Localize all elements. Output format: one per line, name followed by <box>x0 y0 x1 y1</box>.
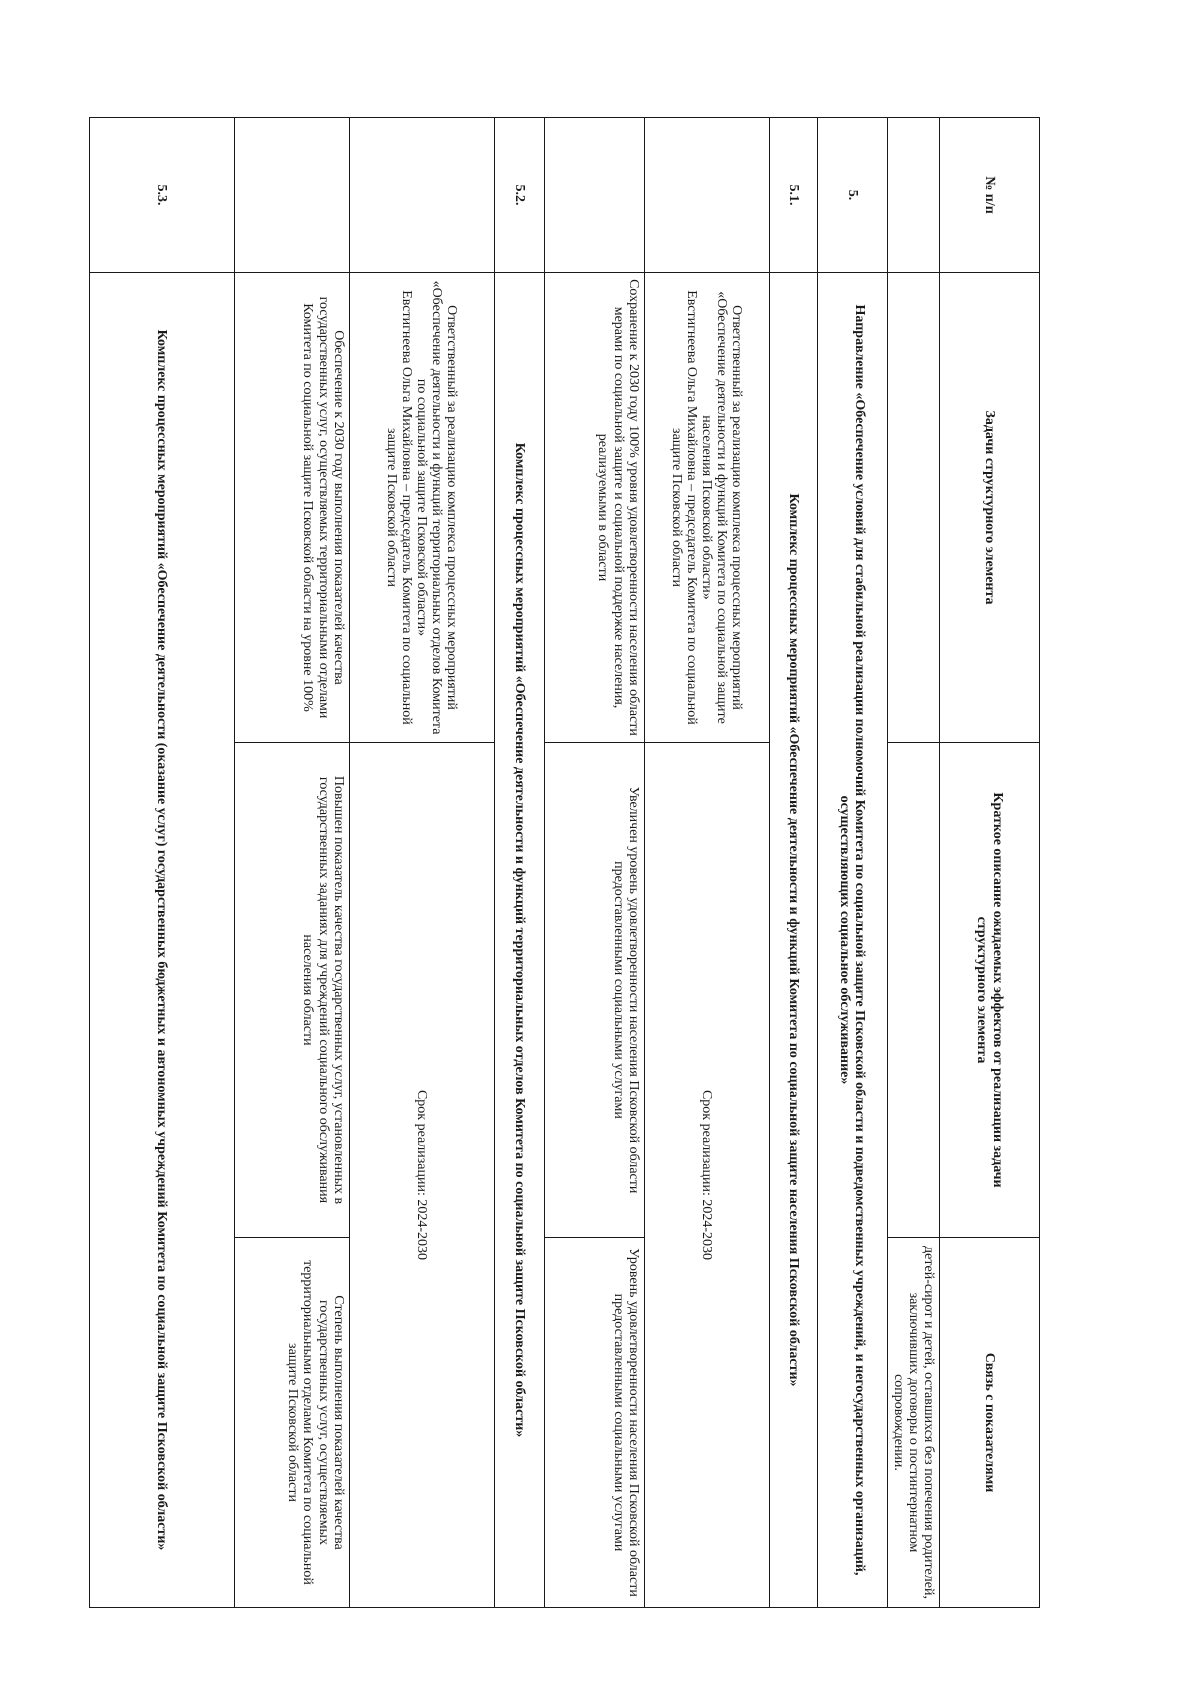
section51-title: Комплекс процессных мероприятий «Обеспечение деятельности и функций Комитета по социальной защите населения Псковской области» <box>769 273 817 1608</box>
section52-responsible-num <box>349 118 494 273</box>
section52-task-row <box>234 118 349 1608</box>
section51-head: Евстигнеева Ольга Михайловна – председатель Комитета по социальной защите Псковской области <box>669 290 700 725</box>
section52-responsible-cell <box>349 273 494 743</box>
section53-num: 5.3. <box>89 118 234 273</box>
header-row <box>940 118 1040 1608</box>
structural-element-table <box>89 117 1040 1608</box>
section52-indicator: Степень выполнения показателей качества государственных услуг, осуществляемых территориальными отделами Комитета по социальной защите Псковской области <box>234 1238 349 1608</box>
section51-effect: Увеличен уровень удовлетворенности населения Псковской области предоставленными социальными услугами <box>544 743 644 1238</box>
section51-num: 5.1. <box>769 118 817 273</box>
section51-responsible-cell <box>644 273 769 743</box>
section52-effect: Повышен показатель качества государственных услуг, установленных в государственных заданиях для учреждений социального обслуживания населения области <box>234 743 349 1238</box>
section51-responsible: Ответственный за реализацию комплекса процессных мероприятий «Обеспечение деятельности и функций Комитета по социальной защите населения Псковской области» <box>699 291 745 724</box>
section51-row <box>769 118 817 1608</box>
continuation-indicator: детей-сирот и детей, оставшихся без попечения родителей, заключивших договоры о постинтернатном сопровождении. <box>887 1238 939 1608</box>
continuation-task <box>887 273 939 743</box>
section51-indicator: Уровень удовлетворенности населения Псковской области предоставленными социальными услугами <box>544 1238 644 1608</box>
section52-task: Обеспечение к 2030 году выполнения показателей качества государственных услуг, осуществляемых территориальными отделами Комитета по социальной защите Псковской области на уровне 100% <box>234 273 349 743</box>
section51-task-row <box>544 118 644 1608</box>
section51-task-num <box>544 118 644 273</box>
section5-num: 5. <box>817 118 887 273</box>
section52-row <box>494 118 544 1608</box>
header-num: № п/п <box>940 118 1040 273</box>
header-tasks: Задачи структурного элемента <box>940 273 1040 743</box>
section52-head: Евстигнеева Ольга Михайловна – председатель Комитета по социальной защите Псковской области <box>384 290 415 725</box>
section52-task-num <box>234 118 349 273</box>
section51-responsible-row <box>644 118 769 1608</box>
section51-responsible-num <box>644 118 769 273</box>
section53-row <box>89 118 234 1608</box>
continuation-effect <box>887 743 939 1238</box>
section52-title: Комплекс процессных мероприятий «Обеспечение деятельности и функций территориальных отделов Комитета по социальной защите Псковской области» <box>494 273 544 1608</box>
section53-title: Комплекс процессных мероприятий «Обеспечение деятельности (оказание услуг) государственных бюджетных и автономных учреждений Комитета по социальной защите Псковской области» <box>89 273 234 1608</box>
section52-responsible: Ответственный за реализацию комплекса процессных мероприятий «Обеспечение деятельности и функций территориальных отделов Комитета по социальной защите Псковской области» <box>414 280 460 735</box>
section5-row <box>817 118 887 1608</box>
section51-term: Срок реализации: 2024-2030 <box>644 743 769 1608</box>
section52-responsible-row <box>349 118 494 1608</box>
continuation-num <box>887 118 939 273</box>
section52-term: Срок реализации: 2024-2030 <box>349 743 494 1608</box>
header-effects: Краткое описание ожидаемых эффектов от реализации задачи структурного элемента <box>940 743 1040 1238</box>
section52-num: 5.2. <box>494 118 544 273</box>
section51-task: Сохранение к 2030 году 100% уровня удовлетворенности населения области мерами по социальной защите и социальной поддержке населения, реализуемыми в области <box>544 273 644 743</box>
header-indicators: Связь с показателями <box>940 1238 1040 1608</box>
continuation-row <box>887 118 939 1608</box>
rotated-sheet <box>90 117 1040 1607</box>
section5-title: Направление «Обеспечение условий для стабильной реализации полномочий Комитета по социальной защите Псковской области и подведомственных учреждений, и негосударственных организаций, осуществляющих социальное обслуживание» <box>817 273 887 1608</box>
